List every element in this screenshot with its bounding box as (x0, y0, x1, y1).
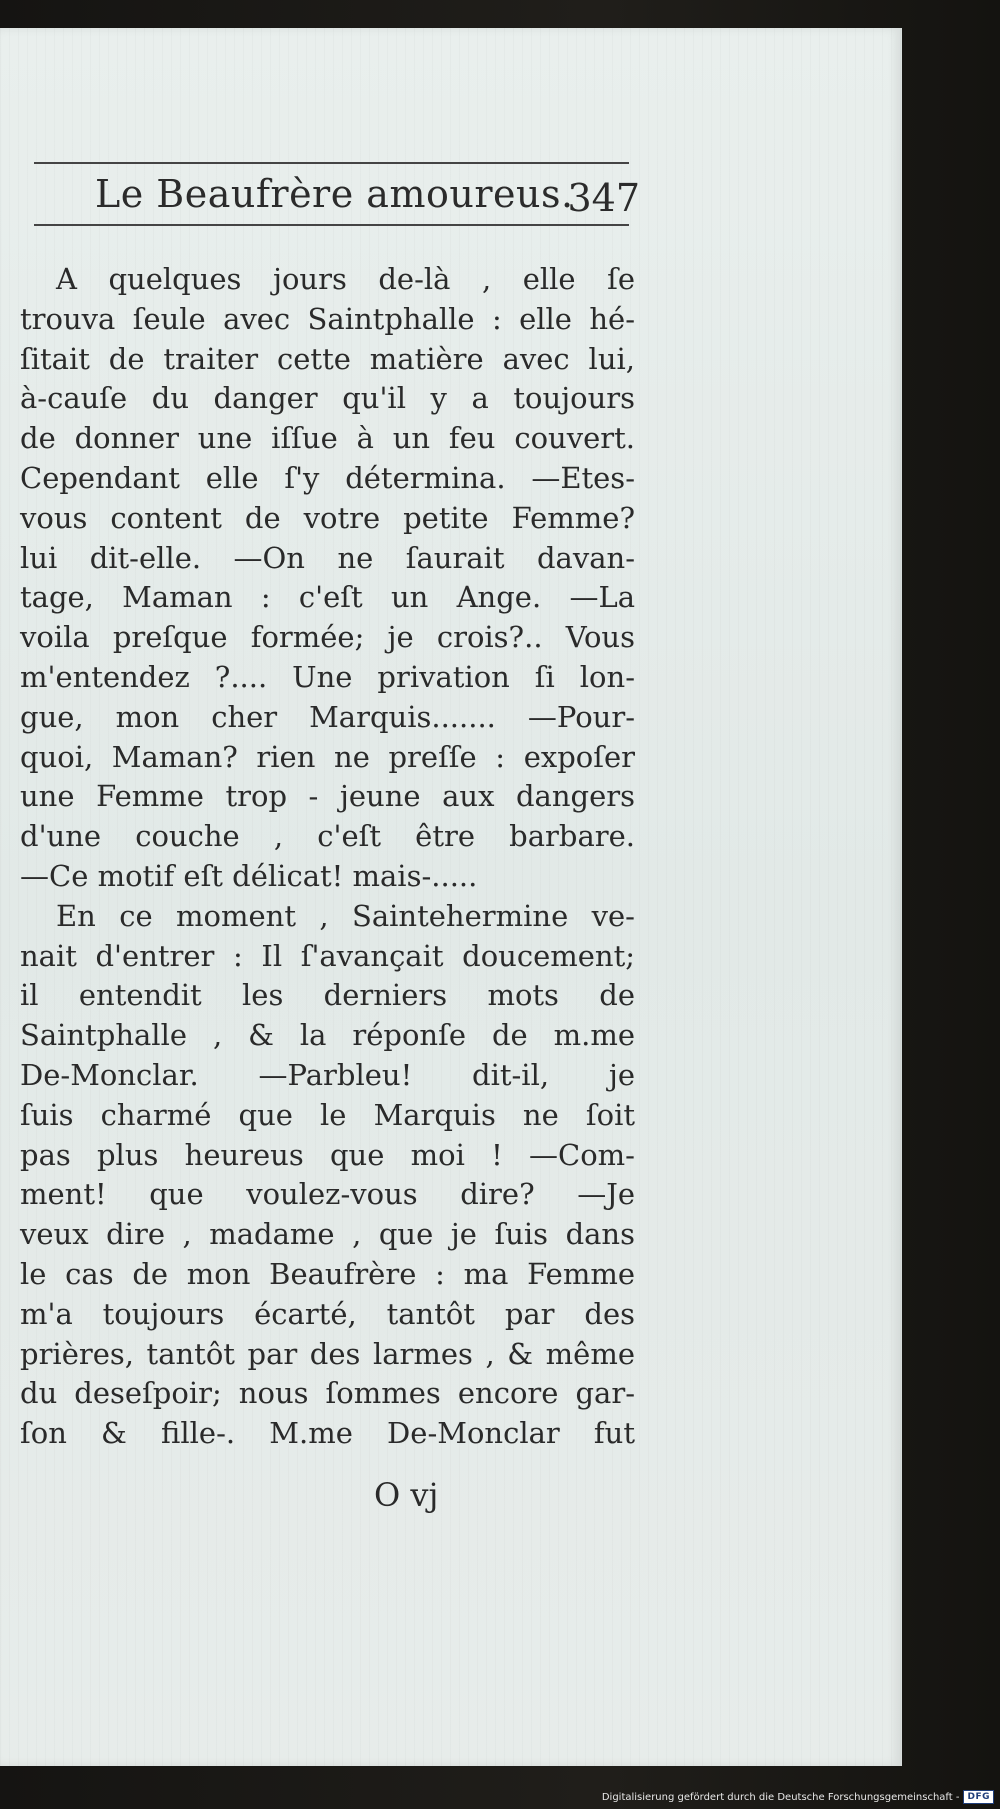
text-line: ſuis charmé que le Marquis ne ſoit (20, 1097, 635, 1132)
digitization-credit (602, 1789, 994, 1805)
text-line: nait d'entrer : Il ſ'avançait doucement; (20, 938, 635, 973)
dfg-logo-icon: DFG (963, 1790, 994, 1804)
text-line: à-cauſe du danger qu'il y a toujours (20, 381, 635, 416)
text-line: du deseſpoir; nous ſommes encore gar- (20, 1376, 635, 1411)
credit-text: Digitalisierung gefördert durch die Deutsche Forschungsgemeinschaft - (601, 1791, 960, 1803)
signature-mark: O vj (374, 1476, 439, 1514)
page-number: 347 (567, 176, 640, 220)
text-line: Cependant elle ſ'y détermina. —Etes- (20, 460, 635, 495)
text-line: de donner une iſſue à un feu couvert. (20, 421, 635, 456)
text-line: quoi, Maman? rien ne preſſe : expoſer (20, 739, 635, 774)
page-header (95, 166, 640, 222)
text-line: De-Monclar. —Parbleu! dit-il, je (20, 1057, 635, 1092)
text-line: vous content de votre petite Femme? (20, 500, 635, 535)
text-line: veux dire , madame , que je ſuis dans (20, 1217, 635, 1252)
body-text (20, 260, 635, 1454)
text-line: une Femme trop - jeune aux dangers (20, 779, 635, 814)
text-line: tage, Maman : c'eſt un Ange. —La (20, 580, 635, 615)
running-title: Le Beaufrère amoureus. (95, 172, 574, 216)
text-line: m'entendez ?.... Une privation ſi lon- (20, 659, 635, 694)
text-line: pas plus heureus que moi ! —Com- (20, 1137, 635, 1172)
text-line: —Ce motif eſt délicat! mais-..... (20, 858, 478, 893)
text-line: trouva ſeule avec Saintphalle : elle hé- (20, 301, 635, 336)
header-rule-bottom (34, 224, 629, 226)
header-rule-top (34, 162, 629, 164)
text-line: il entendit les derniers mots de (20, 978, 635, 1013)
text-line: m'a toujours écarté, tantôt par des (20, 1296, 635, 1331)
text-line: gue, mon cher Marquis....... —Pour- (20, 699, 635, 734)
text-line: prières, tantôt par des larmes , & même (20, 1336, 635, 1371)
book-page (0, 28, 902, 1766)
text-line: d'une couche , c'eſt être barbare. (20, 819, 635, 854)
text-line: A quelques jours de-là , elle ſe (56, 262, 635, 296)
text-line: Saintphalle , & la réponſe de m.me (20, 1018, 635, 1053)
text-line: voila preſque formée; je crois?.. Vous (20, 620, 635, 655)
text-line: ſitait de traiter cette matière avec lui, (20, 341, 635, 376)
text-line: le cas de mon Beaufrère : ma Femme (20, 1256, 635, 1291)
text-line: lui dit-elle. —On ne ſaurait davan- (20, 540, 635, 575)
text-line: ſon & fille-. M.me De-Monclar fut (20, 1416, 635, 1451)
text-line: En ce moment , Saintehermine ve- (56, 898, 635, 933)
text-line: ment! que voulez-vous dire? —Je (20, 1177, 635, 1212)
